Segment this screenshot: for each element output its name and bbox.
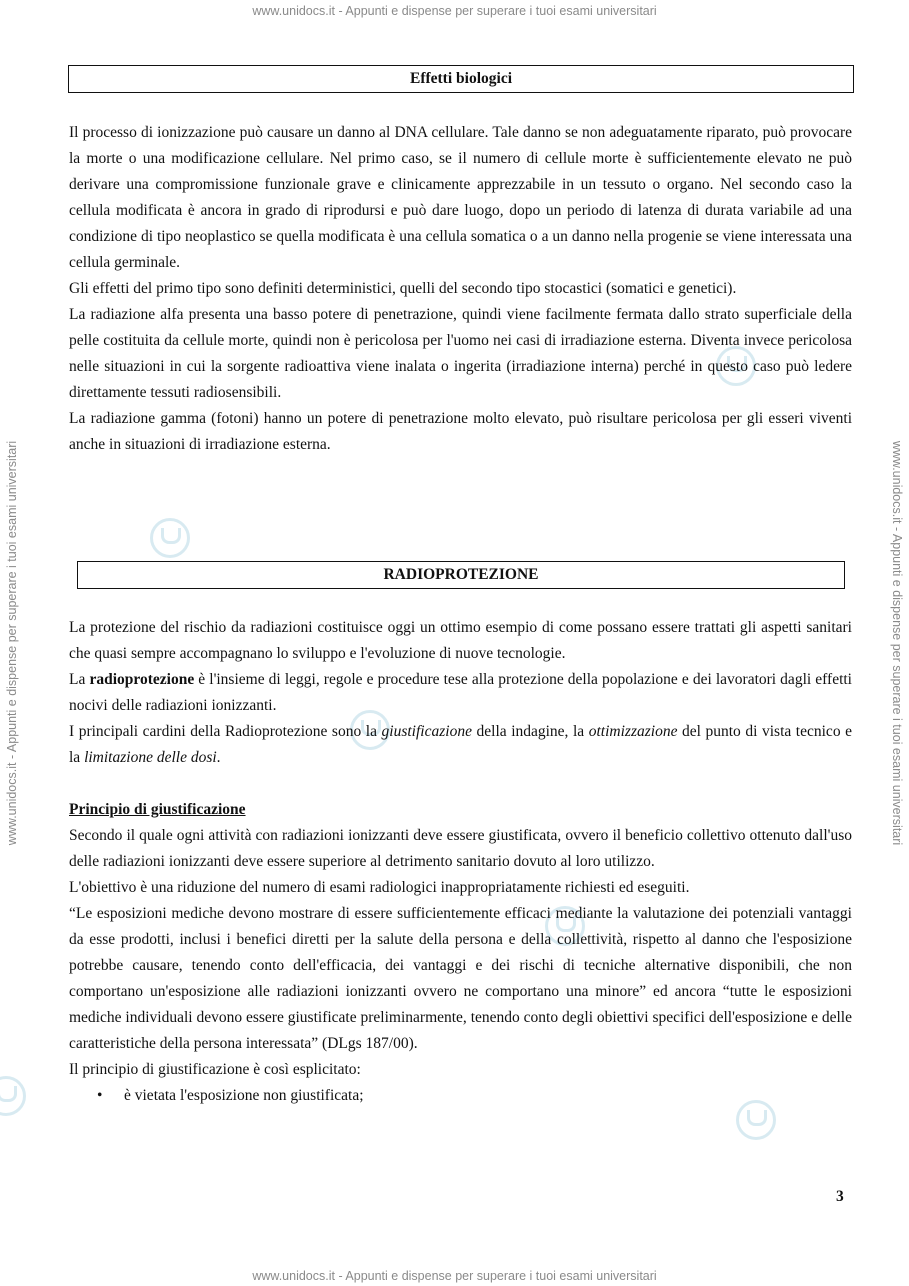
paragraph: La radiazione gamma (fotoni) hanno un potere di penetrazione molto elevato, può risultare pericolosa per gli esseri viventi anche in situazioni di irradiazione esterna. bbox=[69, 410, 852, 453]
watermark-top: www.unidocs.it - Appunti e dispense per superare i tuoi esami universitari bbox=[252, 4, 657, 18]
italic-term: giustificazione bbox=[381, 723, 472, 740]
paragraph: La protezione del rischio da radiazioni costituisce oggi un ottimo esempio di come possano essere trattati gli aspetti sanitari che quasi sempre accompagnano lo sviluppo e l'evoluzione di nuove tecnologie. bbox=[69, 619, 852, 662]
text-run: I principali cardini della Radioprotezione sono la bbox=[69, 723, 382, 740]
watermark-left: www.unidocs.it - Appunti e dispense per superare i tuoi esami universitari bbox=[5, 440, 19, 846]
text-run: della indagine, la bbox=[471, 723, 589, 740]
paragraph: La radiazione alfa presenta una basso potere di penetrazione, quindi viene facilmente fermata dallo strato superficiale della pelle costituita da cellule morte, quindi non è pericolosa per l'uomo nei casi di irradiazione esterna. Diventa invece pericolosa nelle situazioni in cui la sorgente radioattiva viene inalata o ingerita (irradiazione interna) perché in questo caso può ledere direttamente tessuti radiosensibili. bbox=[69, 306, 852, 401]
section-title-effetti-biologici: Effetti biologici bbox=[68, 65, 854, 93]
paragraph: “Le esposizioni mediche devono mostrare di essere sufficientemente efficaci mediante la valutazione dei potenziali vantaggi da esse prodotti, inclusi i benefici diretti per la salute della persona e della collettività, rispetto al danno che l'esposizione potrebbe causare, tenendo conto dell'efficacia, dei vantaggi e dei rischi di tecniche alternative disponibili, che non comportano un'esposizione alle radiazioni ionizzanti ovvero ne comportano una minore” ed ancora “tutte le esposizioni mediche individuali devono essere giustificate preliminarmente, tenendo conto degli obiettivi specifici dell'esposizione e delle caratteristiche della persona interessata” (DLgs 187/00). bbox=[69, 905, 852, 1052]
section-principio-giustificazione bbox=[69, 797, 852, 1109]
paragraph: Il processo di ionizzazione può causare un danno al DNA cellulare. Tale danno se non adeguatamente riparato, può provocare la morte o una modificazione cellulare. Nel primo caso, se il numero di cellule morte è sufficientemente elevato ne può derivare una compromissione funzionale grave e clinicamente apprezzabile in un tessuto o organo. Nel secondo caso la cellula modificata è ancora in grado di riprodursi e può dare luogo, dopo un periodo di latenza di durata variabile ad una condizione di tipo neoplastico se quella modificata è una cellula somatica o a un danno nella progenie se viene interessata una cellula germinale. bbox=[69, 124, 852, 271]
subsection-heading: Principio di giustificazione bbox=[69, 801, 246, 818]
section-radioprotezione bbox=[69, 615, 852, 771]
section-title-radioprotezione: RADIOPROTEZIONE bbox=[77, 561, 845, 589]
watermark-right: www.unidocs.it - Appunti e dispense per superare i tuoi esami universitari bbox=[890, 440, 904, 846]
paragraph: Il principio di giustificazione è così esplicitato: bbox=[69, 1061, 361, 1078]
italic-term: limitazione delle dosi bbox=[84, 749, 217, 766]
italic-term: ottimizzazione bbox=[588, 723, 678, 740]
watermark-bottom: www.unidocs.it - Appunti e dispense per superare i tuoi esami universitari bbox=[252, 1269, 657, 1283]
paragraph: L'obiettivo è una riduzione del numero di esami radiologici inappropriatamente richiesti ed eseguiti. bbox=[69, 879, 690, 896]
text-run: è l'insieme di leggi, regole e procedure tese alla protezione della popolazione e dei lavoratori dagli effetti nocivi delle radiazioni ionizzanti. bbox=[69, 671, 852, 714]
paragraph bbox=[69, 667, 852, 719]
watermark-logo-icon bbox=[150, 518, 190, 558]
watermark-logo-icon bbox=[0, 1076, 26, 1116]
text-run: La bbox=[69, 671, 90, 688]
page-number: 3 bbox=[836, 1188, 844, 1205]
section-effetti-biologici bbox=[69, 120, 852, 458]
bold-term: radioprotezione bbox=[89, 671, 195, 688]
text-run: . bbox=[216, 749, 221, 766]
text-run: del punto di vista tecnico e la bbox=[69, 723, 852, 766]
paragraph: Secondo il quale ogni attività con radiazioni ionizzanti deve essere giustificata, ovvero il beneficio collettivo ottenuto dall'uso delle radiazioni ionizzanti deve essere superiore al detrimento sanitario dovuto al loro utilizzo. bbox=[69, 827, 852, 870]
list-item: • è vietata l'esposizione non giustificata; bbox=[69, 1083, 852, 1109]
bullet-list bbox=[69, 1083, 852, 1109]
paragraph bbox=[69, 719, 852, 771]
paragraph: Gli effetti del primo tipo sono definiti deterministici, quelli del secondo tipo stocastici (somatici e genetici). bbox=[69, 280, 737, 297]
